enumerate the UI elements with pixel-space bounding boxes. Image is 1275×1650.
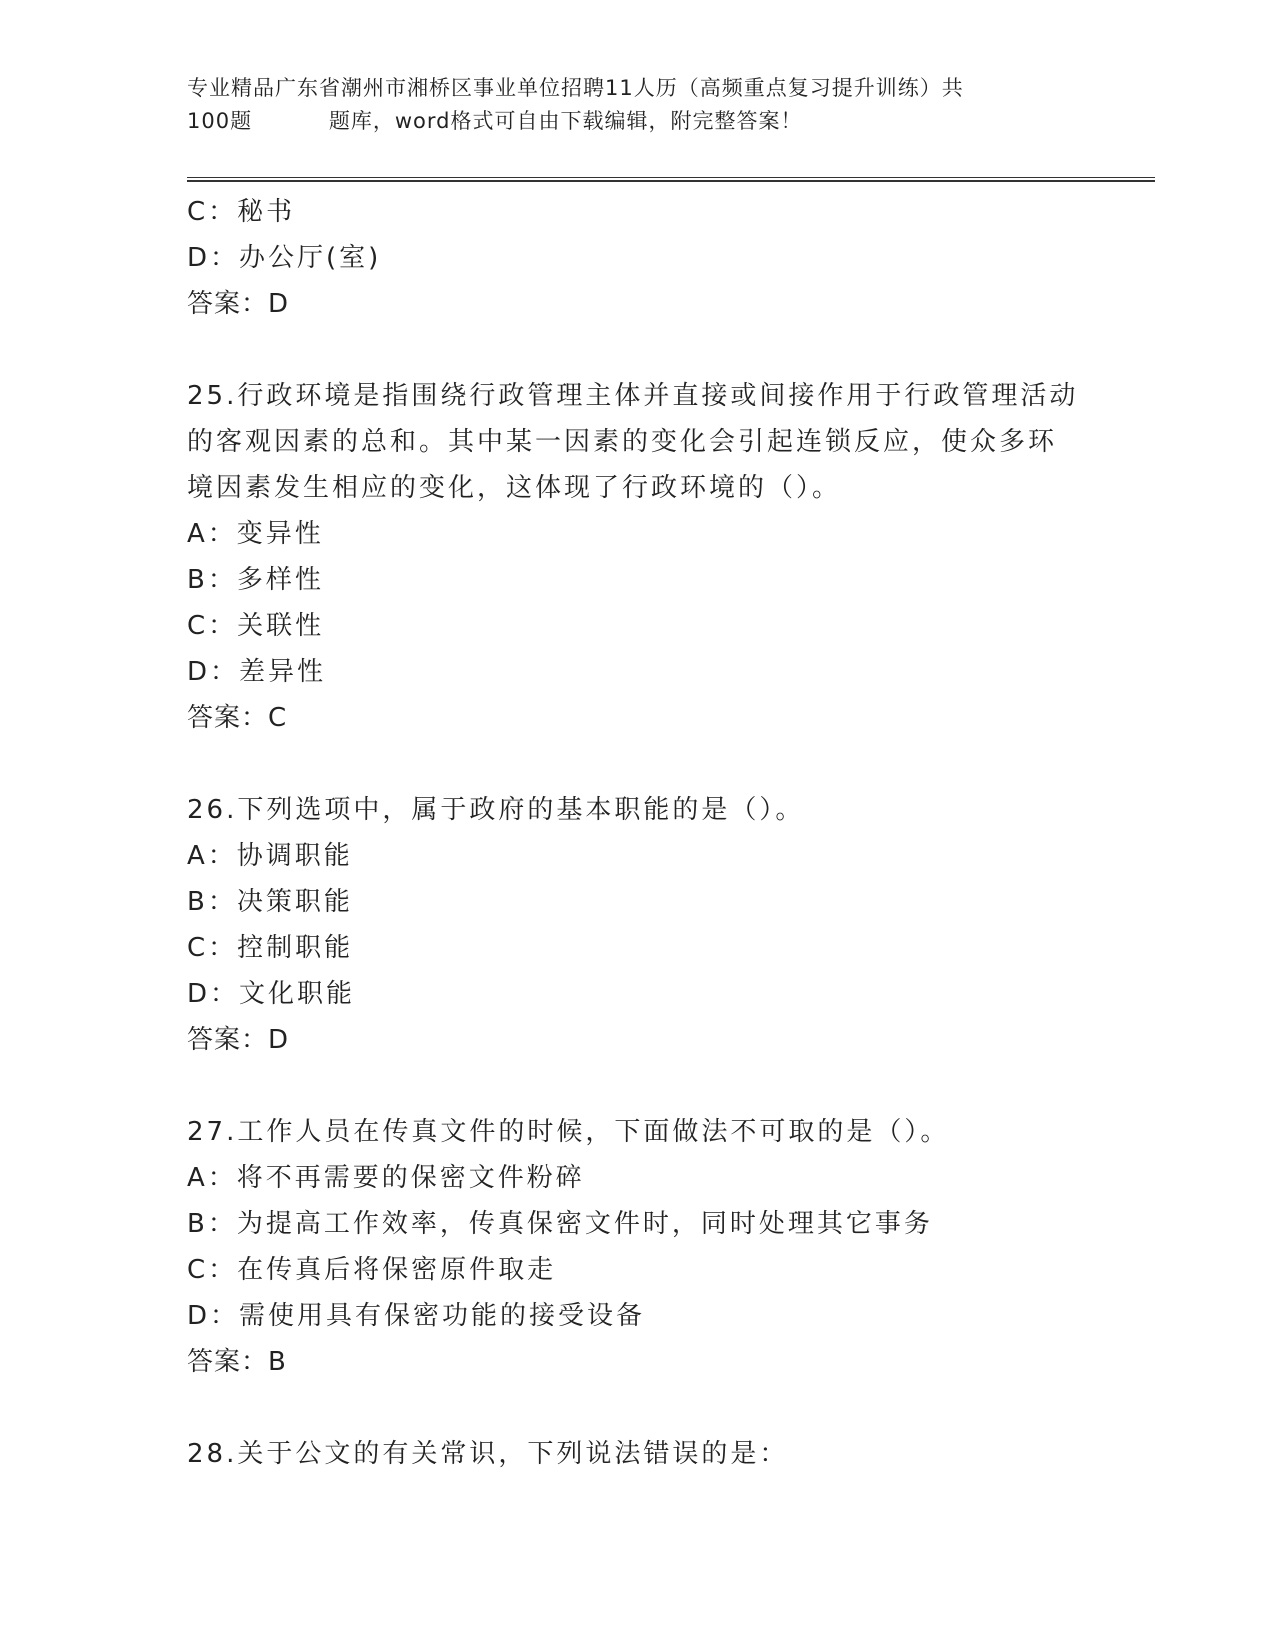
answer-line: 答案：C: [187, 703, 288, 733]
option-a: A：将不再需要的保密文件粉碎: [187, 1163, 585, 1193]
option-d: D：差异性: [187, 657, 327, 687]
option-c: C：在传真后将保密原件取走: [187, 1255, 557, 1285]
spacer: [187, 741, 1087, 787]
question-text-line: 27.工作人员在传真文件的时候，下面做法不可取的是（）。: [187, 1117, 950, 1147]
option-c: C：关联性: [187, 611, 325, 641]
question-text-line: 境因素发生相应的变化，这体现了行政环境的（）。: [187, 473, 842, 503]
spacer: [187, 1063, 1087, 1109]
question-28: [187, 1431, 1087, 1477]
header-title-line-2: 100题 题库，word格式可自由下载编辑，附完整答案！: [187, 109, 803, 133]
question-24-tail: [187, 189, 1087, 327]
option-a: A：协调职能: [187, 841, 353, 871]
option-c: C：秘书: [187, 197, 296, 227]
header-divider: [187, 177, 1155, 182]
question-text-line: 25.行政环境是指围绕行政管理主体并直接或间接作用于行政管理活动: [187, 381, 1079, 411]
option-b: B：多样性: [187, 565, 324, 595]
question-list: [187, 189, 1087, 1477]
question-26: [187, 787, 1087, 1063]
answer-line: 答案：D: [187, 289, 290, 319]
option-d: D：需使用具有保密功能的接受设备: [187, 1301, 646, 1331]
question-text-line: 26.下列选项中，属于政府的基本职能的是（）。: [187, 795, 805, 825]
question-text-line: 的客观因素的总和。其中某一因素的变化会引起连锁反应，使众多环: [187, 427, 1058, 457]
spacer: [187, 327, 1087, 373]
option-a: A：变异性: [187, 519, 324, 549]
option-c: C：控制职能: [187, 933, 354, 963]
answer-line: 答案：D: [187, 1025, 290, 1055]
question-25: [187, 373, 1087, 741]
spacer: [187, 1385, 1087, 1431]
header-title-line-1: 专业精品广东省潮州市湘桥区事业单位招聘11人历（高频重点复习提升训练）共: [187, 76, 964, 100]
option-b: B：为提高工作效率，传真保密文件时，同时处理其它事务: [187, 1209, 933, 1239]
option-d: D：办公厅(室): [187, 243, 382, 273]
question-27: [187, 1109, 1087, 1385]
option-b: B：决策职能: [187, 887, 353, 917]
document-header: [187, 72, 1087, 138]
answer-line: 答案：B: [187, 1347, 287, 1377]
question-text-line: 28.关于公文的有关常识，下列说法错误的是：: [187, 1439, 789, 1469]
option-d: D：文化职能: [187, 979, 356, 1009]
